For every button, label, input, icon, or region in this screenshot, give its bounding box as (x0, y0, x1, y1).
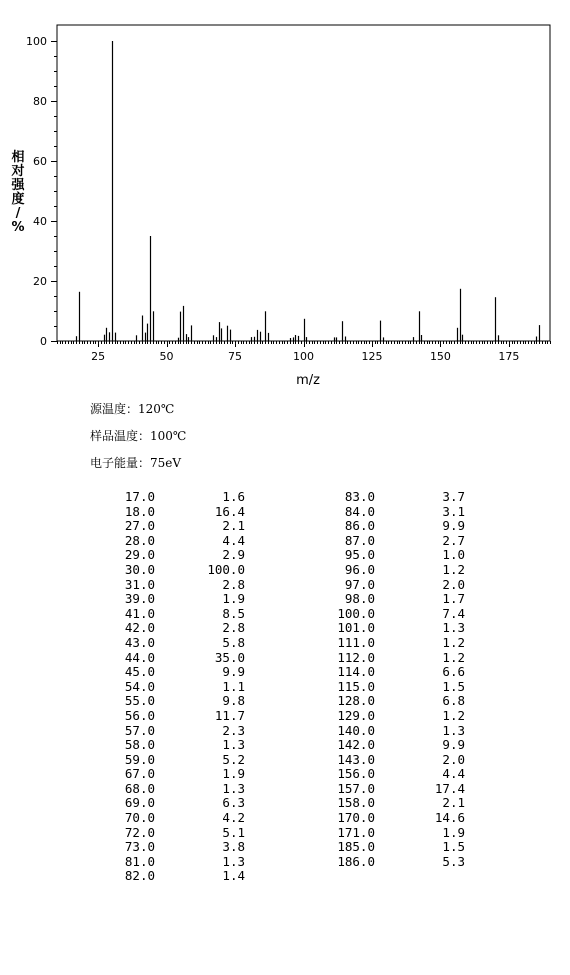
abundance-cell: 4.2 (222, 810, 245, 826)
table-row (100, 738, 465, 753)
abundance-cell: 9.9 (222, 664, 245, 680)
table-row (100, 578, 465, 593)
table-row (100, 636, 465, 651)
abundance-cell: 2.0 (442, 576, 465, 592)
mz-cell: 29.0 (124, 547, 155, 563)
mz-cell: 45.0 (124, 664, 155, 680)
abundance-cell: 1.3 (442, 722, 465, 738)
abundance-cell: 5.8 (222, 634, 245, 650)
mz-cell: 27.0 (124, 518, 155, 534)
electron-energy: 电子能量：75eV (90, 456, 182, 470)
mass-spectrum-chart (0, 0, 570, 395)
mz-cell: 18.0 (124, 503, 155, 519)
mz-cell: 83.0 (344, 489, 375, 504)
table-row (100, 621, 465, 636)
table-row (100, 651, 465, 666)
abundance-cell: 5.1 (222, 824, 245, 840)
mz-cell: 112.0 (337, 649, 375, 665)
mz-cell: 39.0 (124, 591, 155, 607)
abundance-cell: 1.6 (222, 489, 245, 504)
y-tick-label: 80 (33, 95, 47, 108)
x-tick-label: 150 (429, 350, 451, 363)
x-tick-label: 125 (361, 350, 383, 363)
peaks-layer (77, 41, 540, 341)
mz-cell (245, 869, 375, 884)
mz-cell: 186.0 (337, 853, 375, 869)
x-tick-label: 100 (293, 350, 314, 363)
abundance-cell: 17.4 (434, 780, 465, 796)
abundance-cell: 1.3 (222, 737, 245, 753)
abundance-cell: 1.2 (442, 707, 465, 723)
x-axis-label: m/z (296, 373, 320, 388)
abundance-cell: 5.3 (442, 853, 465, 869)
table-row (100, 694, 465, 709)
abundance-cell: 1.3 (222, 853, 245, 869)
abundance-cell: 35.0 (214, 649, 245, 665)
mz-cell: 158.0 (337, 795, 375, 811)
x-axis (58, 341, 551, 363)
abundance-cell: 1.2 (442, 634, 465, 650)
mz-cell: 28.0 (124, 532, 155, 548)
mz-cell: 72.0 (124, 824, 155, 840)
abundance-cell: 2.1 (222, 518, 245, 534)
table-row (100, 767, 465, 782)
mz-cell: 54.0 (124, 678, 155, 694)
mz-cell: 129.0 (337, 707, 375, 723)
abundance-cell: 8.5 (222, 605, 245, 621)
abundance-cell: 1.1 (222, 678, 245, 694)
abundance-cell: 7.4 (442, 605, 465, 621)
abundance-cell: 1.2 (442, 649, 465, 665)
table-row (100, 782, 465, 797)
x-tick-label: 25 (91, 350, 106, 363)
x-tick-label: 50 (159, 350, 174, 363)
mz-cell: 115.0 (337, 678, 375, 694)
y-tick-label: 0 (40, 335, 47, 348)
y-tick-label: 20 (33, 275, 47, 288)
mz-cell: 57.0 (124, 722, 155, 738)
mz-cell: 31.0 (124, 576, 155, 592)
abundance-cell: 1.5 (442, 839, 465, 855)
abundance-cell: 5.2 (222, 751, 245, 767)
table-row (100, 709, 465, 724)
mz-cell: 69.0 (124, 795, 155, 811)
y-axis (26, 35, 57, 348)
table-row (100, 811, 465, 826)
mz-cell: 56.0 (124, 707, 155, 723)
mz-cell: 58.0 (124, 737, 155, 753)
mz-cell: 100.0 (337, 605, 375, 621)
table-row (100, 548, 465, 563)
x-tick-label: 75 (228, 350, 243, 363)
abundance-cell: 2.9 (222, 547, 245, 563)
abundance-cell: 1.0 (442, 547, 465, 563)
table-row (100, 724, 465, 739)
table-row (100, 534, 465, 549)
abundance-cell: 9.8 (222, 693, 245, 709)
abundance-cell: 14.6 (434, 810, 465, 826)
mz-cell: 68.0 (124, 780, 155, 796)
abundance-cell: 2.1 (442, 795, 465, 811)
abundance-cell: 2.0 (442, 751, 465, 767)
mz-cell: 67.0 (124, 766, 155, 782)
abundance-cell: 2.8 (222, 620, 245, 636)
abundance-cell: 1.3 (222, 780, 245, 796)
table-row (100, 855, 465, 870)
table-row (100, 665, 465, 680)
mz-cell: 73.0 (124, 839, 155, 855)
table-row (100, 505, 465, 520)
abundance-cell: 3.7 (442, 489, 465, 504)
mz-cell: 156.0 (337, 766, 375, 782)
mz-cell: 101.0 (337, 620, 375, 636)
abundance-cell: 6.8 (442, 693, 465, 709)
abundance-cell: 1.7 (442, 591, 465, 607)
abundance-cell (375, 869, 465, 884)
abundance-cell: 1.2 (442, 561, 465, 577)
abundance-cell: 2.8 (222, 576, 245, 592)
table-row (100, 869, 465, 884)
mz-cell: 87.0 (344, 532, 375, 548)
mz-cell: 128.0 (337, 693, 375, 709)
mz-cell: 30.0 (124, 561, 155, 577)
mz-cell: 170.0 (337, 810, 375, 826)
mz-cell: 96.0 (344, 561, 375, 577)
mz-cell: 185.0 (337, 839, 375, 855)
y-axis-label: 相对强度/ % (11, 150, 25, 235)
mz-cell: 82.0 (124, 868, 155, 884)
mz-cell: 171.0 (337, 824, 375, 840)
abundance-cell: 3.8 (222, 839, 245, 855)
abundance-cell: 9.9 (442, 518, 465, 534)
mz-cell: 42.0 (124, 620, 155, 636)
abundance-cell: 1.5 (442, 678, 465, 694)
mz-cell: 41.0 (124, 605, 155, 621)
abundance-cell: 6.3 (222, 795, 245, 811)
x-tick-label: 175 (498, 350, 520, 363)
table-row (100, 592, 465, 607)
abundance-cell: 4.4 (222, 532, 245, 548)
mz-cell: 81.0 (124, 853, 155, 869)
mz-cell: 97.0 (344, 576, 375, 592)
mz-cell: 140.0 (337, 722, 375, 738)
mz-cell: 111.0 (337, 634, 375, 650)
abundance-cell: 6.6 (442, 664, 465, 680)
table-row (100, 607, 465, 622)
abundance-cell: 1.9 (442, 824, 465, 840)
table-row (100, 563, 465, 578)
abundance-cell: 2.3 (222, 722, 245, 738)
mz-cell: 84.0 (344, 503, 375, 519)
mz-cell: 44.0 (124, 649, 155, 665)
mz-cell: 143.0 (337, 751, 375, 767)
abundance-cell: 2.7 (442, 532, 465, 548)
table-row (100, 796, 465, 811)
abundance-cell: 100.0 (207, 561, 245, 577)
abundance-cell: 4.4 (442, 766, 465, 782)
table-row (100, 519, 465, 534)
abundance-cell: 3.1 (442, 503, 465, 519)
mz-cell: 114.0 (337, 664, 375, 680)
abundance-cell: 9.9 (442, 737, 465, 753)
abundance-cell: 16.4 (214, 503, 245, 519)
abundance-cell: 1.3 (442, 620, 465, 636)
mz-cell: 17.0 (124, 489, 155, 504)
mz-cell: 86.0 (344, 518, 375, 534)
peak-list-table (100, 490, 465, 884)
mz-cell: 98.0 (344, 591, 375, 607)
source-temperature: 源温度：120℃ (90, 402, 175, 416)
mz-cell: 55.0 (124, 693, 155, 709)
mz-cell: 43.0 (124, 634, 155, 650)
abundance-cell: 11.7 (214, 707, 245, 723)
mz-cell: 142.0 (337, 737, 375, 753)
mz-cell: 95.0 (344, 547, 375, 563)
table-row (100, 753, 465, 768)
plot-frame (57, 25, 550, 341)
abundance-cell: 1.4 (222, 868, 245, 884)
table-row (100, 490, 465, 505)
y-tick-label: 60 (33, 155, 47, 168)
abundance-cell: 1.9 (222, 766, 245, 782)
sample-temperature: 样品温度：100℃ (90, 429, 187, 443)
mz-cell: 157.0 (337, 780, 375, 796)
table-row (100, 826, 465, 841)
table-row (100, 840, 465, 855)
y-tick-label: 100 (26, 35, 47, 48)
table-row (100, 680, 465, 695)
mz-cell: 59.0 (124, 751, 155, 767)
y-tick-label: 40 (33, 215, 47, 228)
mz-cell: 70.0 (124, 810, 155, 826)
abundance-cell: 1.9 (222, 591, 245, 607)
